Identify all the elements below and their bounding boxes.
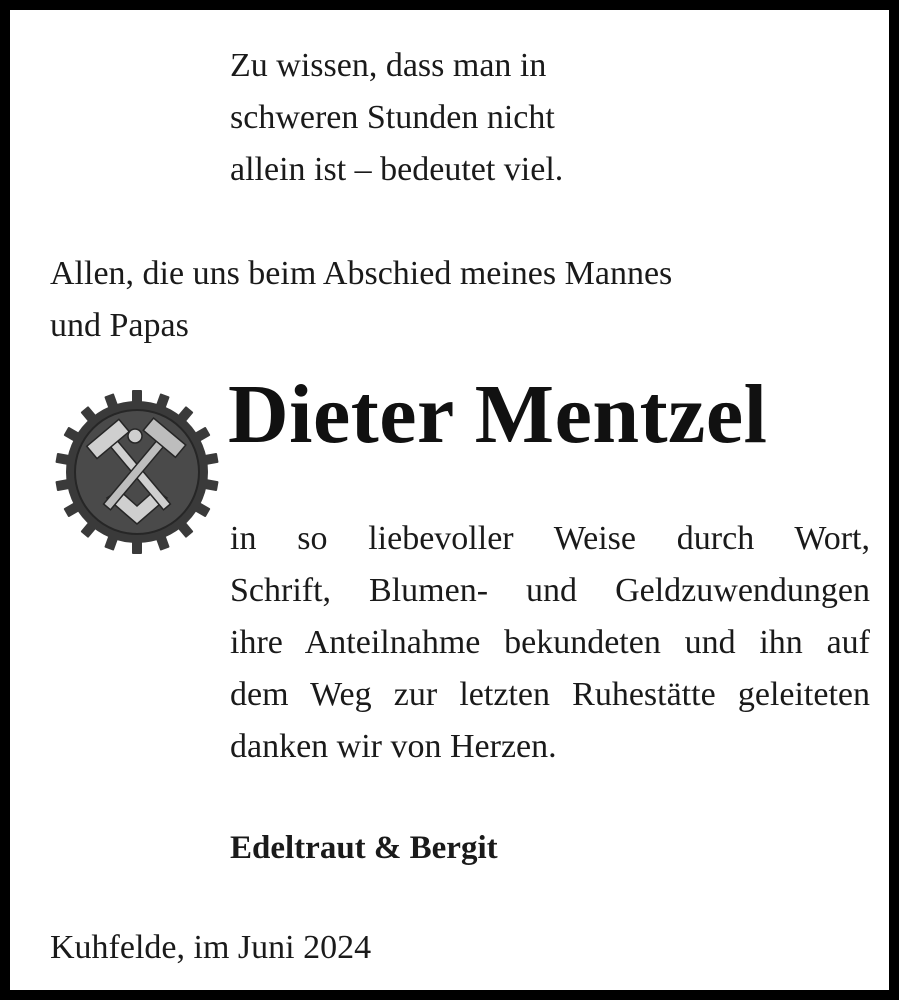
quote-line: allein ist – bedeutet viel. (230, 151, 564, 188)
body-line: dem Weg zur letzten Ruhestätte geleiteten (230, 676, 870, 713)
body-line: Schrift, Blumen- und Geldzuwendungen (230, 572, 870, 609)
deceased-name: Dieter Mentzel (228, 368, 768, 461)
gratitude-text (230, 513, 870, 773)
quote-line: Zu wissen, dass man in (230, 47, 547, 84)
body-line: in so liebevoller Weise durch Wort, (230, 520, 870, 557)
signature: Edeltraut & Bergit (230, 830, 498, 866)
intro-line: Allen, die uns beim Abschied meines Mannes (50, 255, 673, 292)
body-line: danken wir von Herzen. (230, 728, 557, 765)
quote-line: schweren Stunden nicht (230, 99, 555, 136)
emblem-knob (128, 429, 142, 443)
intro-text (50, 248, 672, 352)
opening-quote (230, 40, 563, 196)
body-line: ihre Anteilnahme bekundeten und ihn auf (230, 624, 870, 661)
place-and-date: Kuhfelde, im Juni 2024 (50, 929, 372, 966)
mining-hammer-gear-emblem-icon (55, 390, 219, 554)
intro-line: und Papas (50, 307, 189, 344)
